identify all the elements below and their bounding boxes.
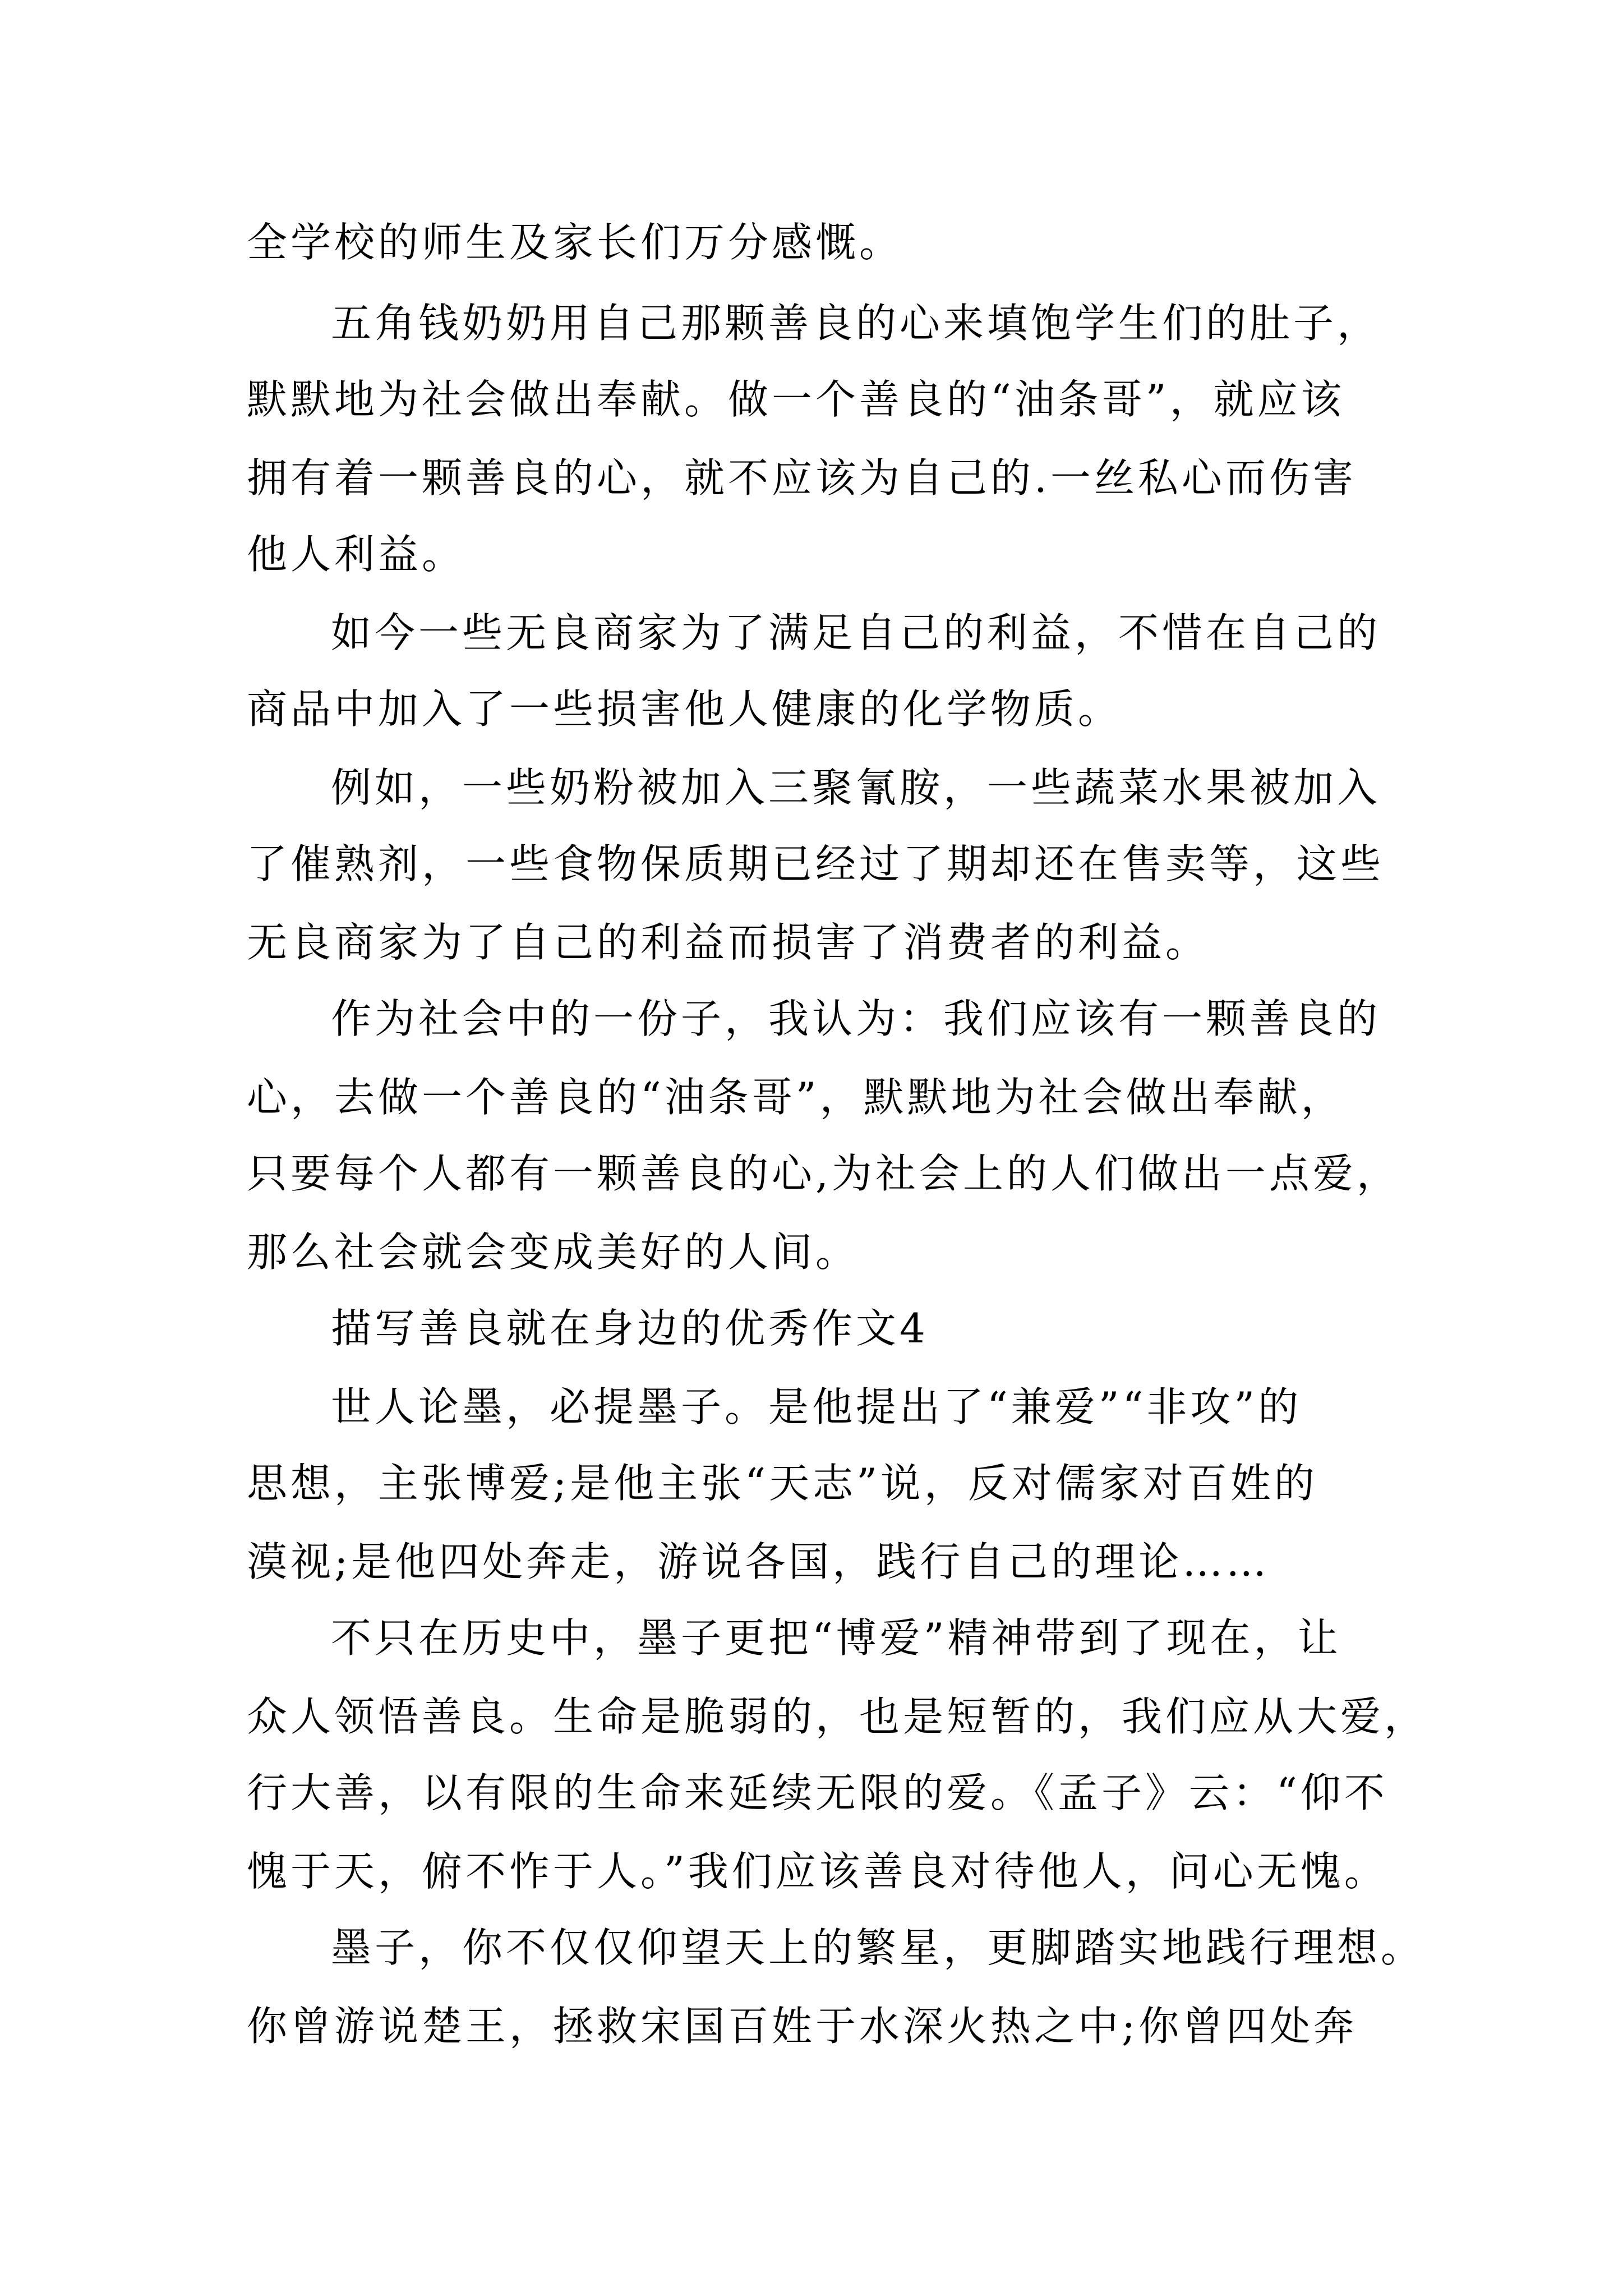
text-line: 思想，主张博爱;是他主张“天志”说，反对儒家对百姓的 bbox=[247, 1460, 1318, 1507]
text-line: 全学校的师生及家长们万分感慨。 bbox=[247, 219, 903, 266]
text-line: 拥有着一颗善良的心，就不应该为自己的.一丝私心而伤害 bbox=[247, 454, 1357, 501]
section-heading: 描写善良就在身边的优秀作文4 bbox=[331, 1305, 929, 1352]
text-line: 那么社会就会变成美好的人间。 bbox=[247, 1228, 860, 1276]
paragraph-start-line: 例如，一些奶粉被加入三聚氰胺，一些蔬菜水果被加入 bbox=[331, 764, 1381, 811]
text-line: 漠视;是他四处奔走，游说各国，践行自己的理论…… bbox=[247, 1538, 1270, 1585]
paragraph-start-line: 五角钱奶奶用自己那颗善良的心来填饱学生们的肚子， bbox=[331, 300, 1381, 347]
paragraph-start-line: 作为社会中的一份子，我认为：我们应该有一颗善良的 bbox=[331, 995, 1381, 1042]
text-line: 心，去做一个善良的“油条哥”，默默地为社会做出奉献， bbox=[247, 1074, 1345, 1121]
text-line: 众人领悟善良。生命是脆弱的，也是短暂的，我们应从大爱， bbox=[247, 1693, 1428, 1740]
text-line: 默默地为社会做出奉献。做一个善良的“油条哥”，就应该 bbox=[247, 376, 1345, 423]
paragraph-start-line: 世人论墨，必提墨子。是他提出了“兼爱”“非攻”的 bbox=[331, 1383, 1302, 1430]
paragraph-start-line: 如今一些无良商家为了满足自己的利益，不惜在自己的 bbox=[331, 609, 1381, 656]
text-line: 他人利益。 bbox=[247, 531, 466, 578]
text-line: 愧于天，俯不怍于人。”我们应该善良对待他人，问心无愧。 bbox=[247, 1848, 1388, 1895]
text-line: 只要每个人都有一颗善良的心,为社会上的人们做出一点爱， bbox=[247, 1150, 1400, 1197]
text-line: 无良商家为了自己的利益而损害了消费者的利益。 bbox=[247, 919, 1210, 966]
text-line: 了催熟剂，一些食物保质期已经过了期却还在售卖等，这些 bbox=[247, 840, 1385, 887]
paragraph-start-line: 不只在历史中，墨子更把“博爱”精神带到了现在，让 bbox=[331, 1614, 1341, 1662]
text-line: 你曾游说楚王，拯救宋国百姓于水深火热之中;你曾四处奔 bbox=[247, 2003, 1358, 2050]
text-line: 行大善，以有限的生命来延续无限的爱。《孟子》云：“仰不 bbox=[247, 1769, 1388, 1816]
text-line: 商品中加入了一些损害他人健康的化学物质。 bbox=[247, 685, 1122, 733]
paragraph-start-line: 墨子，你不仅仅仰望天上的繁星，更脚踏实地践行理想。 bbox=[331, 1924, 1425, 1971]
